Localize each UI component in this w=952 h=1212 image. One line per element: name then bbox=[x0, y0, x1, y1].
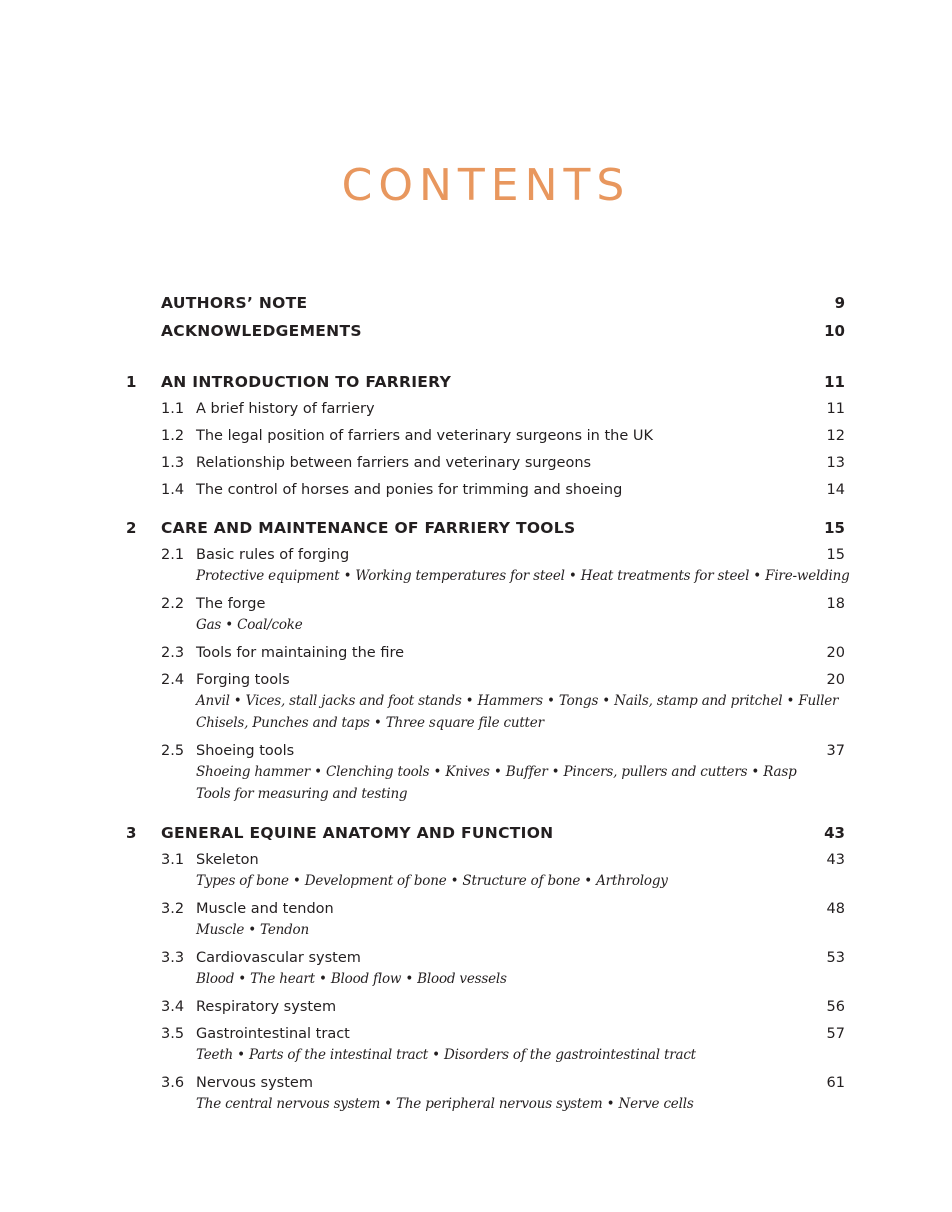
section-number: 3.1 bbox=[161, 852, 185, 868]
front-matter-title[interactable]: AUTHORS’ NOTE bbox=[161, 294, 308, 312]
section-title[interactable]: Cardiovascular system bbox=[196, 950, 361, 966]
section-page: 11 bbox=[826, 401, 845, 417]
page-title: CONTENTS bbox=[341, 160, 631, 211]
chapter-number: 1 bbox=[126, 373, 137, 391]
section-title[interactable]: Forging tools bbox=[196, 672, 290, 688]
subtopics-line: Types of bone • Development of bone • Structure of bone • Arthrology bbox=[196, 873, 668, 889]
section-number: 3.6 bbox=[161, 1075, 185, 1091]
front-matter-page: 10 bbox=[824, 322, 845, 340]
section-page: 12 bbox=[826, 428, 845, 444]
section-number: 1.4 bbox=[161, 482, 185, 498]
subtopics-line: Anvil • Vices, stall jacks and foot stands • Hammers • Tongs • Nails, stamp and pritchel • Fuller bbox=[196, 693, 839, 709]
subtopics-line: Gas • Coal/coke bbox=[196, 617, 303, 633]
section-number: 2.4 bbox=[161, 672, 185, 688]
section-title[interactable]: Gastrointestinal tract bbox=[196, 1026, 350, 1042]
section-number: 2.1 bbox=[161, 547, 185, 563]
chapter-title[interactable]: AN INTRODUCTION TO FARRIERY bbox=[161, 373, 452, 391]
section-page: 43 bbox=[826, 852, 845, 868]
chapter-number: 2 bbox=[126, 519, 137, 537]
section-title[interactable]: Respiratory system bbox=[196, 999, 337, 1015]
chapter-page: 11 bbox=[824, 373, 845, 391]
subtopics-line: Protective equipment • Working temperatures for steel • Heat treatments for steel • Fire-welding bbox=[196, 568, 850, 584]
front-matter-title[interactable]: ACKNOWLEDGEMENTS bbox=[161, 322, 362, 340]
section-title[interactable]: Skeleton bbox=[196, 852, 259, 868]
section-number: 3.3 bbox=[161, 950, 185, 966]
chapter-title[interactable]: CARE AND MAINTENANCE OF FARRIERY TOOLS bbox=[161, 519, 576, 537]
section-title[interactable]: Relationship between farriers and veterinary surgeons bbox=[196, 455, 592, 471]
section-title[interactable]: Basic rules of forging bbox=[196, 547, 350, 563]
section-page: 14 bbox=[826, 482, 845, 498]
section-page: 48 bbox=[826, 901, 845, 917]
section-page: 20 bbox=[826, 645, 845, 661]
front-matter-page: 9 bbox=[834, 294, 845, 312]
section-page: 57 bbox=[826, 1026, 845, 1042]
chapter-page: 43 bbox=[824, 824, 845, 842]
section-title[interactable]: Muscle and tendon bbox=[196, 901, 334, 917]
subtopics-line: Tools for measuring and testing bbox=[196, 786, 408, 802]
section-title[interactable]: Shoeing tools bbox=[196, 743, 295, 759]
section-number: 1.2 bbox=[161, 428, 185, 444]
subtopics-line: Shoeing hammer • Clenching tools • Knives • Buffer • Pincers, pullers and cutters • Rasp bbox=[196, 764, 797, 780]
section-page: 20 bbox=[826, 672, 845, 688]
section-page: 13 bbox=[826, 455, 845, 471]
section-page: 61 bbox=[826, 1075, 845, 1091]
section-page: 37 bbox=[826, 743, 845, 759]
section-number: 2.3 bbox=[161, 645, 185, 661]
section-page: 18 bbox=[826, 596, 845, 612]
subtopics-line: Muscle • Tendon bbox=[196, 922, 309, 938]
subtopics-line: Chisels, Punches and taps • Three square file cutter bbox=[196, 715, 544, 731]
section-title[interactable]: A brief history of farriery bbox=[196, 401, 375, 417]
section-page: 56 bbox=[826, 999, 845, 1015]
subtopics-line: Teeth • Parts of the intestinal tract • Disorders of the gastrointestinal tract bbox=[196, 1047, 696, 1063]
section-title[interactable]: Tools for maintaining the fire bbox=[196, 645, 405, 661]
section-title[interactable]: The legal position of farriers and veterinary surgeons in the UK bbox=[196, 428, 653, 444]
chapter-title[interactable]: GENERAL EQUINE ANATOMY AND FUNCTION bbox=[161, 824, 554, 842]
section-page: 53 bbox=[826, 950, 845, 966]
section-number: 3.4 bbox=[161, 999, 185, 1015]
section-page: 15 bbox=[826, 547, 845, 563]
section-number: 1.1 bbox=[161, 401, 185, 417]
section-title[interactable]: The control of horses and ponies for trimming and shoeing bbox=[196, 482, 623, 498]
chapter-page: 15 bbox=[824, 519, 845, 537]
chapter-number: 3 bbox=[126, 824, 137, 842]
section-number: 3.2 bbox=[161, 901, 185, 917]
section-title[interactable]: The forge bbox=[196, 596, 266, 612]
subtopics-line: The central nervous system • The peripheral nervous system • Nerve cells bbox=[196, 1096, 694, 1112]
section-number: 2.2 bbox=[161, 596, 185, 612]
section-number: 1.3 bbox=[161, 455, 185, 471]
section-title[interactable]: Nervous system bbox=[196, 1075, 313, 1091]
section-number: 2.5 bbox=[161, 743, 185, 759]
subtopics-line: Blood • The heart • Blood flow • Blood vessels bbox=[196, 971, 507, 987]
section-number: 3.5 bbox=[161, 1026, 185, 1042]
